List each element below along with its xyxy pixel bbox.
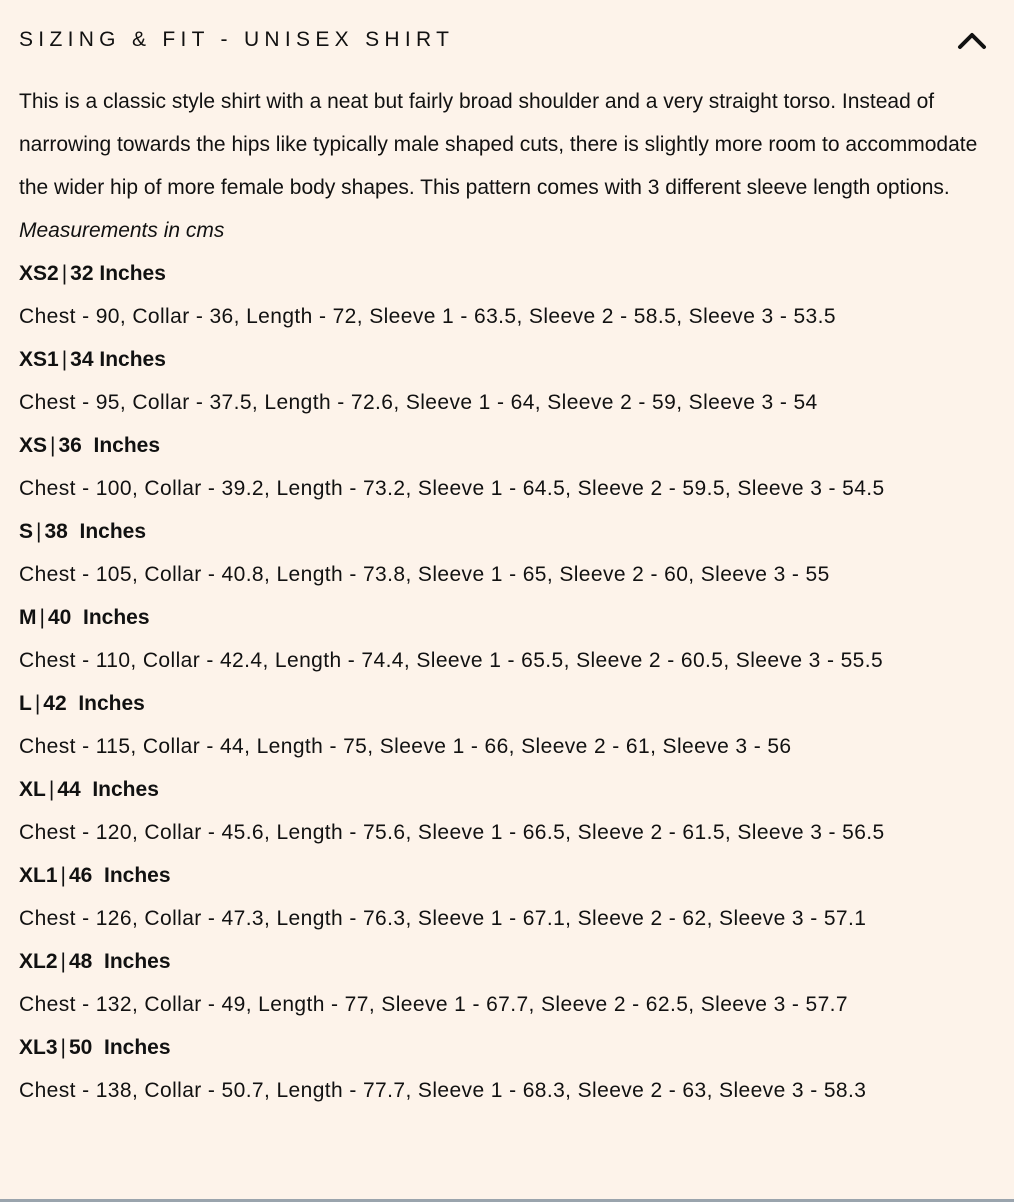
size-inches: 42 Inches xyxy=(43,692,145,715)
size-heading xyxy=(19,510,994,553)
size-separator: | xyxy=(39,606,45,629)
size-separator: | xyxy=(61,262,68,285)
size-entry xyxy=(19,338,994,424)
size-entry xyxy=(19,1026,994,1112)
size-label: XL xyxy=(19,778,46,801)
size-label: XL1 xyxy=(19,864,58,887)
size-heading xyxy=(19,768,994,811)
size-entry xyxy=(19,854,994,940)
size-inches: 40 Inches xyxy=(47,606,150,629)
accordion-header[interactable] xyxy=(0,0,1014,80)
size-measurements: Chest - 120, Collar - 45.6, Length - 75.6, Sleeve 1 - 66.5, Sleeve 2 - 61.5, Sleeve 3 - 56.5 xyxy=(19,821,885,844)
units-note: Measurements in cms xyxy=(19,219,225,242)
size-inches: 50 Inches xyxy=(68,1036,171,1059)
size-inches: 34 Inches xyxy=(70,348,166,371)
size-measurements: Chest - 90, Collar - 36, Length - 72, Sleeve 1 - 63.5, Sleeve 2 - 58.5, Sleeve 3 - 53.5 xyxy=(19,305,836,328)
size-separator: | xyxy=(61,348,68,371)
size-inches: 36 Inches xyxy=(58,434,161,457)
size-heading xyxy=(19,424,994,467)
size-separator: | xyxy=(34,692,41,715)
size-label: XL3 xyxy=(19,1036,58,1059)
size-measurements: Chest - 115, Collar - 44, Length - 75, Sleeve 1 - 66, Sleeve 2 - 61, Sleeve 3 - 56 xyxy=(19,735,792,758)
size-entry xyxy=(19,940,994,1026)
size-label: S xyxy=(19,520,34,543)
size-measurements: Chest - 126, Collar - 47.3, Length - 76.3, Sleeve 1 - 67.1, Sleeve 2 - 62, Sleeve 3 - 57.1 xyxy=(19,907,867,930)
size-entry xyxy=(19,768,994,854)
description-text: This is a classic style shirt with a neat but fairly broad shoulder and a very straight torso. Instead of narrowing towards the hips like typically male shaped cuts, there is slightly more room to accommodate the wider hip of more female body shapes. This pattern comes with 3 different sleeve length options. xyxy=(19,90,978,199)
size-measurements: Chest - 110, Collar - 42.4, Length - 74.4, Sleeve 1 - 65.5, Sleeve 2 - 60.5, Sleeve 3 - 55.5 xyxy=(19,649,884,672)
size-separator: | xyxy=(60,1036,66,1059)
size-separator: | xyxy=(50,434,56,457)
size-entry xyxy=(19,682,994,768)
size-heading xyxy=(19,940,994,983)
accordion-title: SIZING & FIT - UNISEX SHIRT xyxy=(19,28,455,51)
accordion-content xyxy=(19,80,994,1112)
size-entry xyxy=(19,510,994,596)
size-label: XL2 xyxy=(19,950,58,973)
size-heading xyxy=(19,338,994,381)
size-inches: 38 Inches xyxy=(44,520,147,543)
size-inches: 32 Inches xyxy=(70,262,166,285)
size-label: XS1 xyxy=(19,348,59,371)
size-measurements: Chest - 138, Collar - 50.7, Length - 77.7, Sleeve 1 - 68.3, Sleeve 2 - 63, Sleeve 3 - 58.3 xyxy=(19,1079,867,1102)
size-entry xyxy=(19,596,994,682)
size-separator: | xyxy=(60,864,66,887)
size-heading xyxy=(19,596,994,639)
size-measurements: Chest - 105, Collar - 40.8, Length - 73.8, Sleeve 1 - 65, Sleeve 2 - 60, Sleeve 3 - 55 xyxy=(19,563,830,586)
size-label: XS xyxy=(19,434,48,457)
size-heading xyxy=(19,1026,994,1069)
size-entry xyxy=(19,424,994,510)
size-inches: 44 Inches xyxy=(57,778,159,801)
chevron-up-icon[interactable] xyxy=(955,26,989,54)
size-heading xyxy=(19,854,994,897)
size-list xyxy=(19,252,994,1112)
size-label: L xyxy=(19,692,32,715)
size-inches: 46 Inches xyxy=(68,864,171,887)
size-label: XS2 xyxy=(19,262,59,285)
size-measurements: Chest - 95, Collar - 37.5, Length - 72.6, Sleeve 1 - 64, Sleeve 2 - 59, Sleeve 3 - 54 xyxy=(19,391,818,414)
size-separator: | xyxy=(48,778,55,801)
size-separator: | xyxy=(36,520,42,543)
size-measurements: Chest - 132, Collar - 49, Length - 77, Sleeve 1 - 67.7, Sleeve 2 - 62.5, Sleeve 3 - 57.7 xyxy=(19,993,848,1016)
size-label: M xyxy=(19,606,37,629)
size-entry xyxy=(19,252,994,338)
size-measurements: Chest - 100, Collar - 39.2, Length - 73.2, Sleeve 1 - 64.5, Sleeve 2 - 59.5, Sleeve 3 - 54.5 xyxy=(19,477,885,500)
size-heading xyxy=(19,682,994,725)
size-separator: | xyxy=(60,950,66,973)
size-inches: 48 Inches xyxy=(68,950,171,973)
size-heading xyxy=(19,252,994,295)
